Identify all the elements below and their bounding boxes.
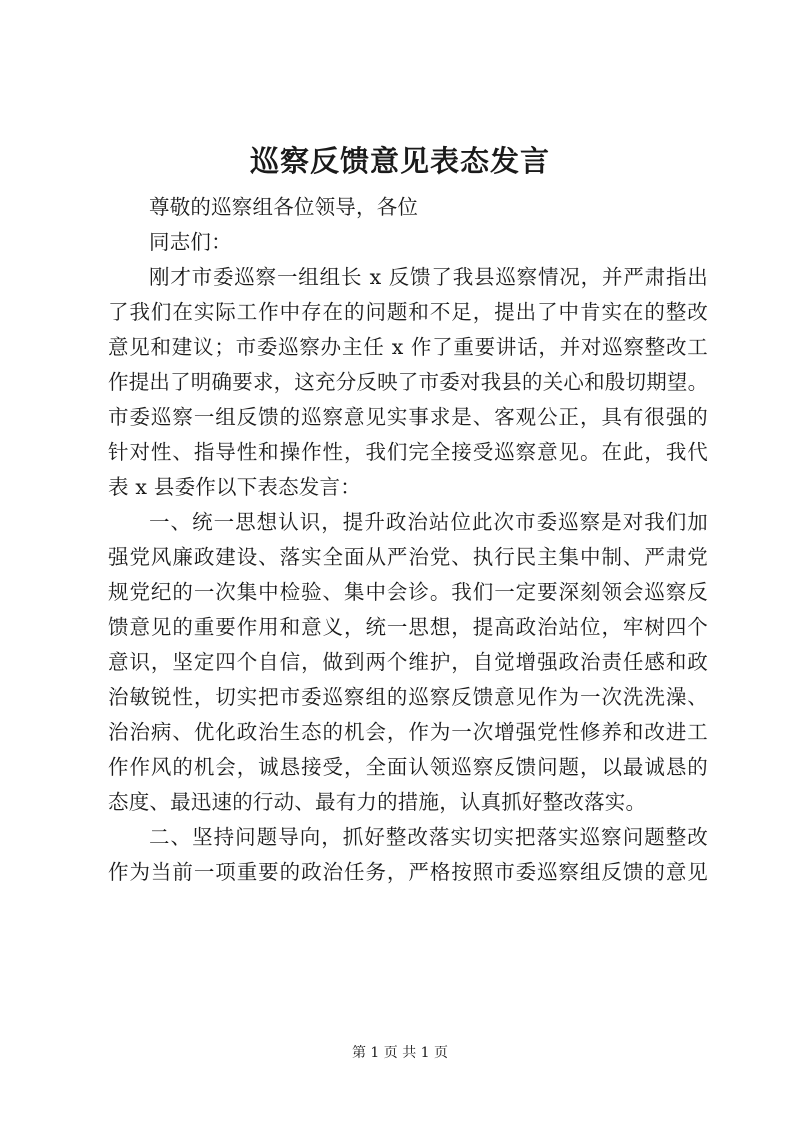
section-1-line-2: 强党风廉政建设、落实全面从严治党、执行民主集中制、严肃党 xyxy=(108,545,708,569)
section-1-line-7: 治治病、优化政治生态的机会，作为一次增强党性修养和改进工 xyxy=(108,720,708,744)
document-body xyxy=(108,190,708,890)
paragraph-1-line-2: 了我们在实际工作中存在的问题和不足，提出了中肯实在的整改 xyxy=(108,300,708,324)
section-1-line-5: 意识，坚定四个自信，做到两个维护，自觉增强政治责任感和政 xyxy=(108,650,708,674)
section-2-line-1: 二、坚持问题导向，抓好整改落实切实把落实巡察问题整改 xyxy=(149,825,708,849)
section-1-line-3: 规党纪的一次集中检验、集中会诊。我们一定要深刻领会巡察反 xyxy=(108,580,708,604)
section-2-line-2: 作为当前一项重要的政治任务，严格按照市委巡察组反馈的意见 xyxy=(108,860,708,884)
paragraph-1-line-4: 作提出了明确要求，这充分反映了市委对我县的关心和殷切期望。 xyxy=(108,370,709,394)
paragraph-1-line-5: 市委巡察一组反馈的巡察意见实事求是、客观公正，具有很强的 xyxy=(108,405,708,429)
salutation-line-2: 同志们： xyxy=(149,230,232,254)
paragraph-1-line-6: 针对性、指导性和操作性，我们完全接受巡察意见。在此，我代 xyxy=(108,440,708,464)
section-1-line-9: 态度、最迅速的行动、最有力的措施，认真抓好整改落实。 xyxy=(108,790,647,814)
section-1-line-1: 一、统一思想认识，提升政治站位此次市委巡察是对我们加 xyxy=(149,510,708,534)
paragraph-1-line-3: 意见和建议；市委巡察办主任 x 作了重要讲话，并对巡察整改工 xyxy=(108,335,708,359)
paragraph-1-line-7: 表 x 县委作以下表态发言： xyxy=(108,475,361,499)
section-1-line-6: 治敏锐性，切实把市委巡察组的巡察反馈意见作为一次洗洗澡、 xyxy=(108,685,708,709)
salutation-line-1: 尊敬的巡察组各位领导，各位 xyxy=(149,195,419,219)
section-1-line-8: 作作风的机会，诚恳接受，全面认领巡察反馈问题，以最诚恳的 xyxy=(108,755,708,779)
paragraph-1-line-1: 刚才市委巡察一组组长 x 反馈了我县巡察情况，并严肃指出 xyxy=(149,265,708,289)
page-number-footer: 第 1 页 共 1 页 xyxy=(351,1045,449,1061)
document-title: 巡察反馈意见表态发言 xyxy=(249,144,550,178)
section-1-line-4: 馈意见的重要作用和意义，统一思想，提高政治站位，牢树四个 xyxy=(108,615,708,639)
